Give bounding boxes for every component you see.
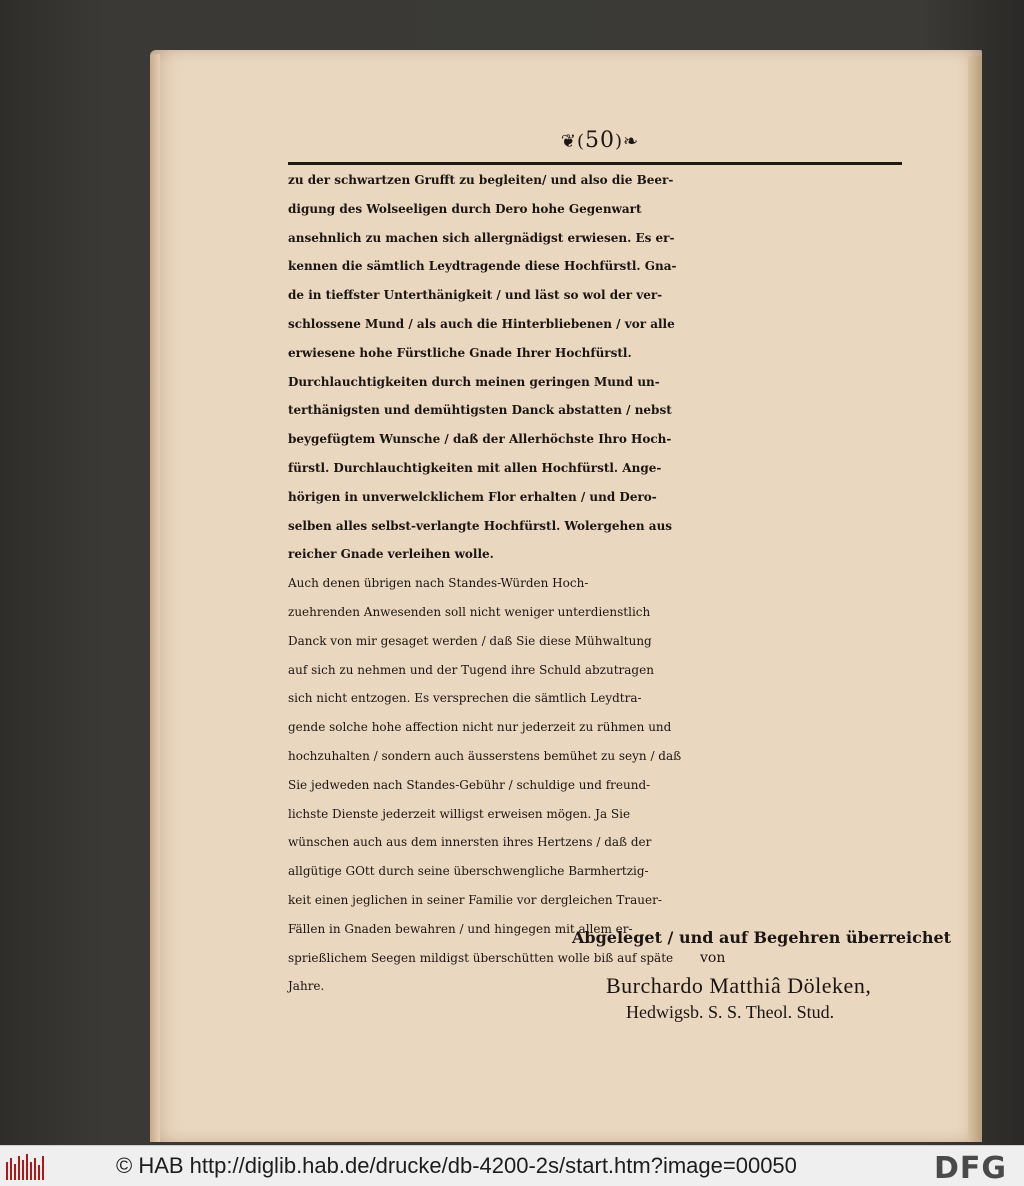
hab-logo-icon xyxy=(6,1154,46,1180)
text-line: selben alles selbst-verlangte Hochfürstl. Wolergehen aus xyxy=(288,518,673,533)
text-line: auf sich zu nehmen und der Tugend ihre Schuld abzutragen xyxy=(288,662,654,677)
text-line: digung des Wolseeligen durch Dero hohe Gegenwart xyxy=(288,201,642,216)
signature-von: von xyxy=(700,950,726,966)
text-line: Fällen in Gnaden bewahren / und hingegen mit allem er- xyxy=(288,921,633,936)
text-line: schlossene Mund / als auch die Hinterbliebenen / vor alle xyxy=(288,316,675,331)
text-line: hörigen in unverwelcklichem Flor erhalten / und Dero- xyxy=(288,489,657,504)
footer-bar xyxy=(0,1145,1024,1186)
text-line: Sie jedweden nach Standes-Gebühr / schuldige und freund- xyxy=(288,777,651,792)
text-line: wünschen auch aus dem innersten ihres Hertzens / daß der xyxy=(288,835,652,850)
text-line: Danck von mir gesaget werden / daß Sie diese Mühwaltung xyxy=(288,633,652,648)
author-name: Burchardo Matthiâ Döleken, xyxy=(606,973,872,998)
text-line: reicher Gnade verleihen wolle. xyxy=(288,547,494,562)
text-line: fürstl. Durchlauchtigkeiten mit allen Hochfürstl. Ange- xyxy=(288,460,662,475)
signature-prefix: Abgeleget / und auf Begehren überreichet xyxy=(572,928,952,947)
text-line: zu der schwartzen Grufft zu begleiten/ und also die Beer- xyxy=(288,173,674,187)
text-line: sprießlichem Seegen mildigst überschütten wolle biß auf späte xyxy=(288,950,674,965)
text-line: terthänigsten und demühtigsten Danck abstatten / nebst xyxy=(288,403,672,418)
text-line: erwiesene hohe Fürstliche Gnade Ihrer Hochfürstl. xyxy=(288,345,632,360)
text-line: zuehrenden Anwesenden soll nicht weniger unterdienstlich xyxy=(288,604,651,619)
ornament-left-icon: ❦( xyxy=(560,131,585,152)
text-line: hochzuhalten / sondern auch äusserstens bemühet zu seyn / daß xyxy=(288,748,682,763)
page-number-header xyxy=(540,128,660,153)
header-rule xyxy=(288,162,902,165)
text-line: kennen die sämtlich Leydtragende diese Hochfürstl. Gna- xyxy=(288,259,677,274)
text-line: Jahre. xyxy=(288,979,325,994)
copyright-link[interactable]: © HAB http://diglib.hab.de/drucke/db-4200-2s/start.htm?image=00050 xyxy=(116,1153,797,1178)
text-line: Auch denen übrigen nach Standes-Würden Hoch- xyxy=(288,576,589,591)
text-line: allgütige GOtt durch seine überschwengliche Barmhertzig- xyxy=(288,864,649,879)
body-text xyxy=(288,166,904,1001)
author-affiliation: Hedwigsb. S. S. Theol. Stud. xyxy=(626,1002,835,1022)
text-line: Durchlauchtigkeiten durch meinen geringen Mund un- xyxy=(288,374,660,389)
text-line: beygefügtem Wunsche / daß der Allerhöchste Ihro Hoch- xyxy=(288,432,672,447)
page-fore-edge xyxy=(968,56,982,1142)
dfg-logo: DFG xyxy=(934,1151,1008,1186)
text-line: sich nicht entzogen. Es versprechen die sämtlich Leydtra- xyxy=(288,691,642,706)
text-line: keit einen jeglichen in seiner Familie vor dergleichen Trauer- xyxy=(288,892,662,907)
ornament-right-icon: )❧ xyxy=(615,131,640,152)
page-binding-edge xyxy=(150,54,160,1142)
text-line: lichste Dienste jederzeit willigst erweisen mögen. Ja Sie xyxy=(288,806,631,821)
text-line: de in tieffster Unterthänigkeit / und läst so wol der ver- xyxy=(288,288,663,303)
text-line: gende solche hohe affection nicht nur jederzeit zu rühmen und xyxy=(288,720,672,735)
text-line: ansehnlich zu machen sich allergnädigst erwiesen. Es er- xyxy=(288,230,675,245)
page-number: 50 xyxy=(585,128,615,153)
